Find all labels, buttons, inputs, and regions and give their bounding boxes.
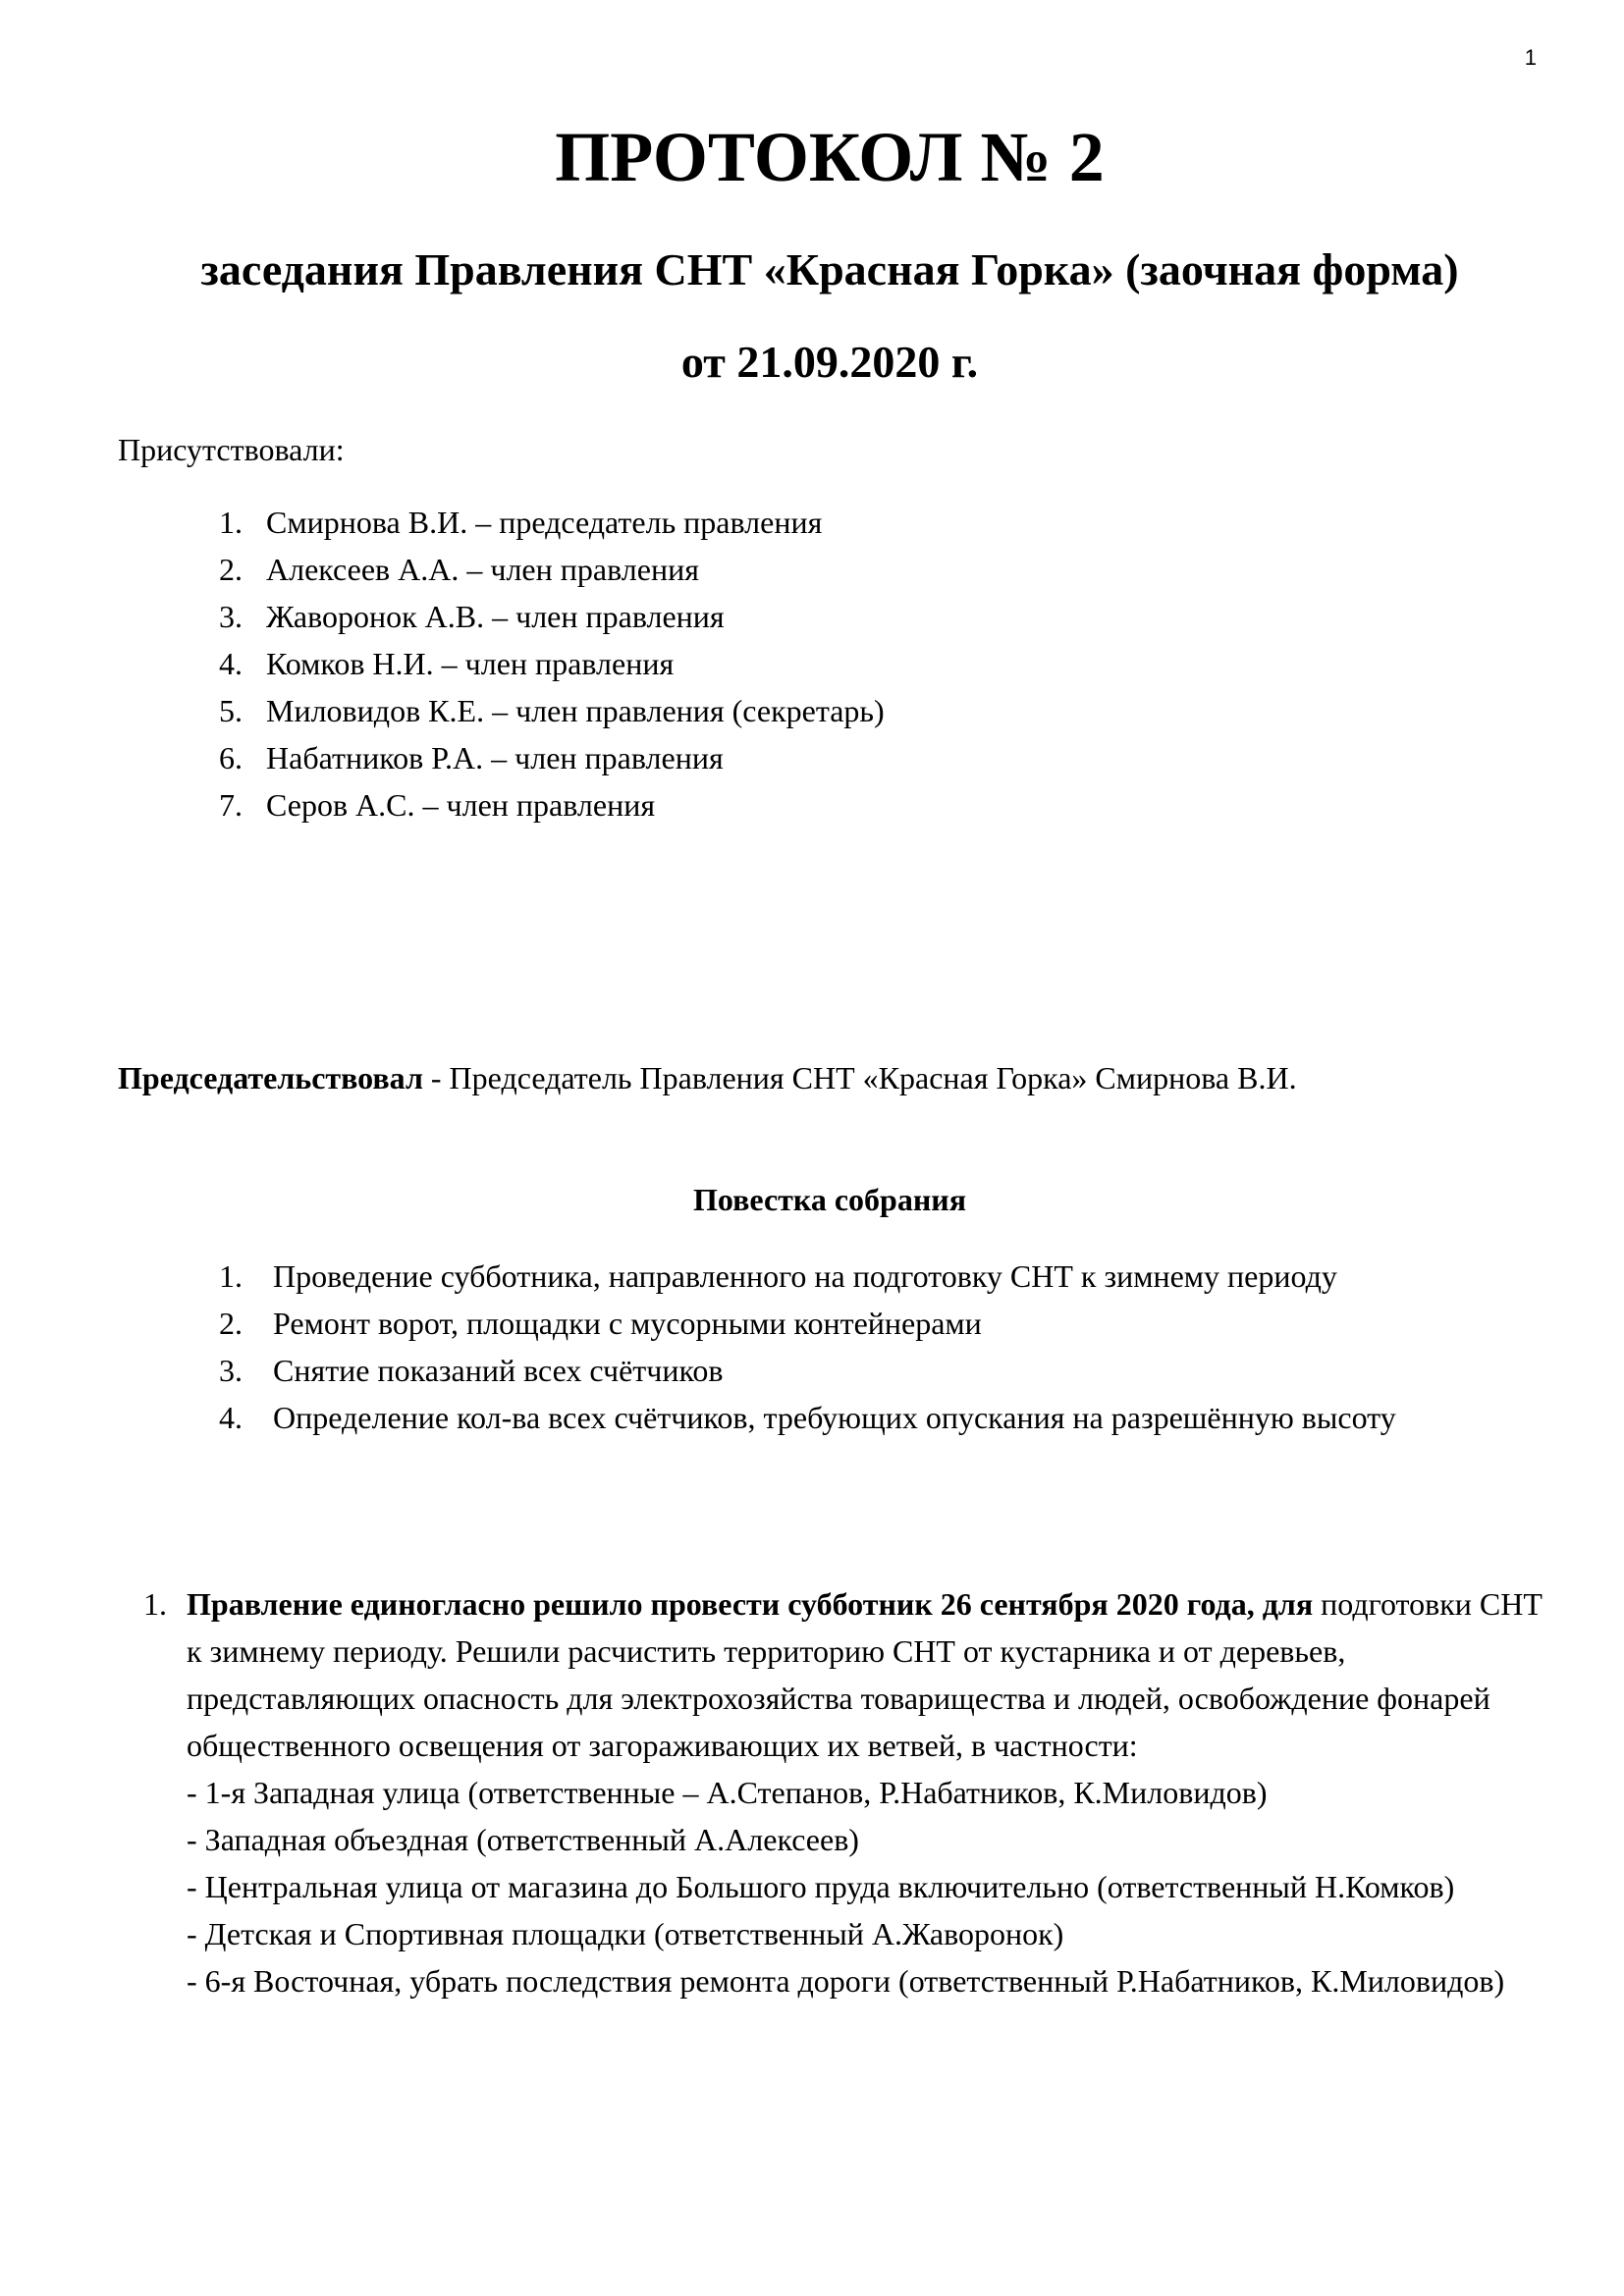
resolution-subitem: - Западная объездная (ответственный А.Алексеев)	[187, 1822, 859, 1857]
list-number: 3.	[219, 1353, 243, 1388]
document-date: от 21.09.2020 г.	[680, 337, 979, 387]
page-number: 1	[1524, 45, 1537, 70]
attendee-item	[216, 781, 1492, 828]
agenda-title: Повестка собрания	[692, 1182, 967, 1217]
attendee-text: Серов А.С. – член правления	[266, 787, 656, 823]
attendee-text: Алексеев А.А. – член правления	[266, 552, 699, 587]
agenda-item	[216, 1253, 1512, 1300]
resolution-lead: Правление единогласно решило провести субботник 26 сентября 2020 года, для	[187, 1586, 1314, 1622]
list-number: 5.	[219, 693, 243, 728]
agenda-text: Определение кол-ва всех счётчиков, требующих опускания на разрешённую высоту	[273, 1400, 1396, 1435]
list-number: 3.	[219, 599, 243, 634]
list-number: 2.	[219, 552, 243, 587]
resolution-subitem: - Детская и Спортивная площадки (ответственный А.Жаворонок)	[187, 1916, 1064, 1951]
list-number: 7.	[219, 787, 243, 823]
attendee-text: Миловидов К.Е. – член правления (секретарь)	[266, 693, 885, 728]
attendee-item	[216, 499, 1492, 546]
attendee-text: Смирнова В.И. – председатель правления	[266, 505, 823, 540]
attendee-text: Набатников Р.А. – член правления	[266, 740, 724, 775]
list-number: 4.	[219, 646, 243, 681]
chair-label: Председательствовал	[118, 1060, 423, 1095]
agenda-text: Ремонт ворот, площадки с мусорными контейнерами	[273, 1306, 982, 1341]
document-subtitle: заседания Правления СНТ «Красная Горка» (заочная форма)	[200, 244, 1459, 294]
resolution-subitem: - Центральная улица от магазина до Большого пруда включительно (ответственный Н.Комков)	[187, 1869, 1455, 1904]
attendee-item	[216, 687, 1492, 734]
attendee-text: Жаворонок А.В. – член правления	[266, 599, 725, 634]
attendee-item	[216, 546, 1492, 593]
resolution-subitem: - 6-я Восточная, убрать последствия ремонта дороги (ответственный Р.Набатников, К.Миловидов)	[187, 1963, 1505, 1999]
chair-text: - Председатель Правления СНТ «Красная Горка» Смирнова В.И.	[422, 1060, 1297, 1095]
list-number: 4.	[219, 1400, 243, 1435]
list-number: 6.	[219, 740, 243, 775]
list-number: 1.	[219, 505, 243, 540]
list-number: 2.	[219, 1306, 243, 1341]
resolution-subitem: - 1-я Западная улица (ответственные – А.Степанов, Р.Набатников, К.Миловидов)	[187, 1775, 1268, 1810]
agenda-item	[216, 1300, 1512, 1347]
agenda-text: Снятие показаний всех счётчиков	[273, 1353, 724, 1388]
list-number: 1.	[219, 1258, 243, 1294]
resolution-item	[143, 1580, 1561, 2004]
attendees-label: Присутствовали:	[118, 432, 345, 467]
resolution-number: 1.	[143, 1586, 167, 1622]
attendee-text: Комков Н.И. – член правления	[266, 646, 675, 681]
agenda-text: Проведение субботника, направленного на подготовку СНТ к зимнему периоду	[273, 1258, 1337, 1294]
agenda-item	[216, 1394, 1512, 1441]
attendee-item	[216, 640, 1492, 687]
attendee-item	[216, 593, 1492, 640]
attendee-item	[216, 734, 1492, 781]
resolution-text: подготовки СНТ к зимнему периоду. Решили расчистить территорию СНТ от кустарника и от деревьев, представляющих опасность для электрохозяйства товарищества и людей, освобождение фонарей общественного освещения от загораживающих их ветвей, в частности:	[187, 1586, 1543, 1763]
chair-paragraph	[118, 1054, 1532, 1101]
document-title: ПРОТОКОЛ № 2	[555, 118, 1105, 196]
attendees-list	[216, 499, 1492, 828]
agenda-item	[216, 1347, 1512, 1394]
agenda-list	[216, 1253, 1512, 1441]
